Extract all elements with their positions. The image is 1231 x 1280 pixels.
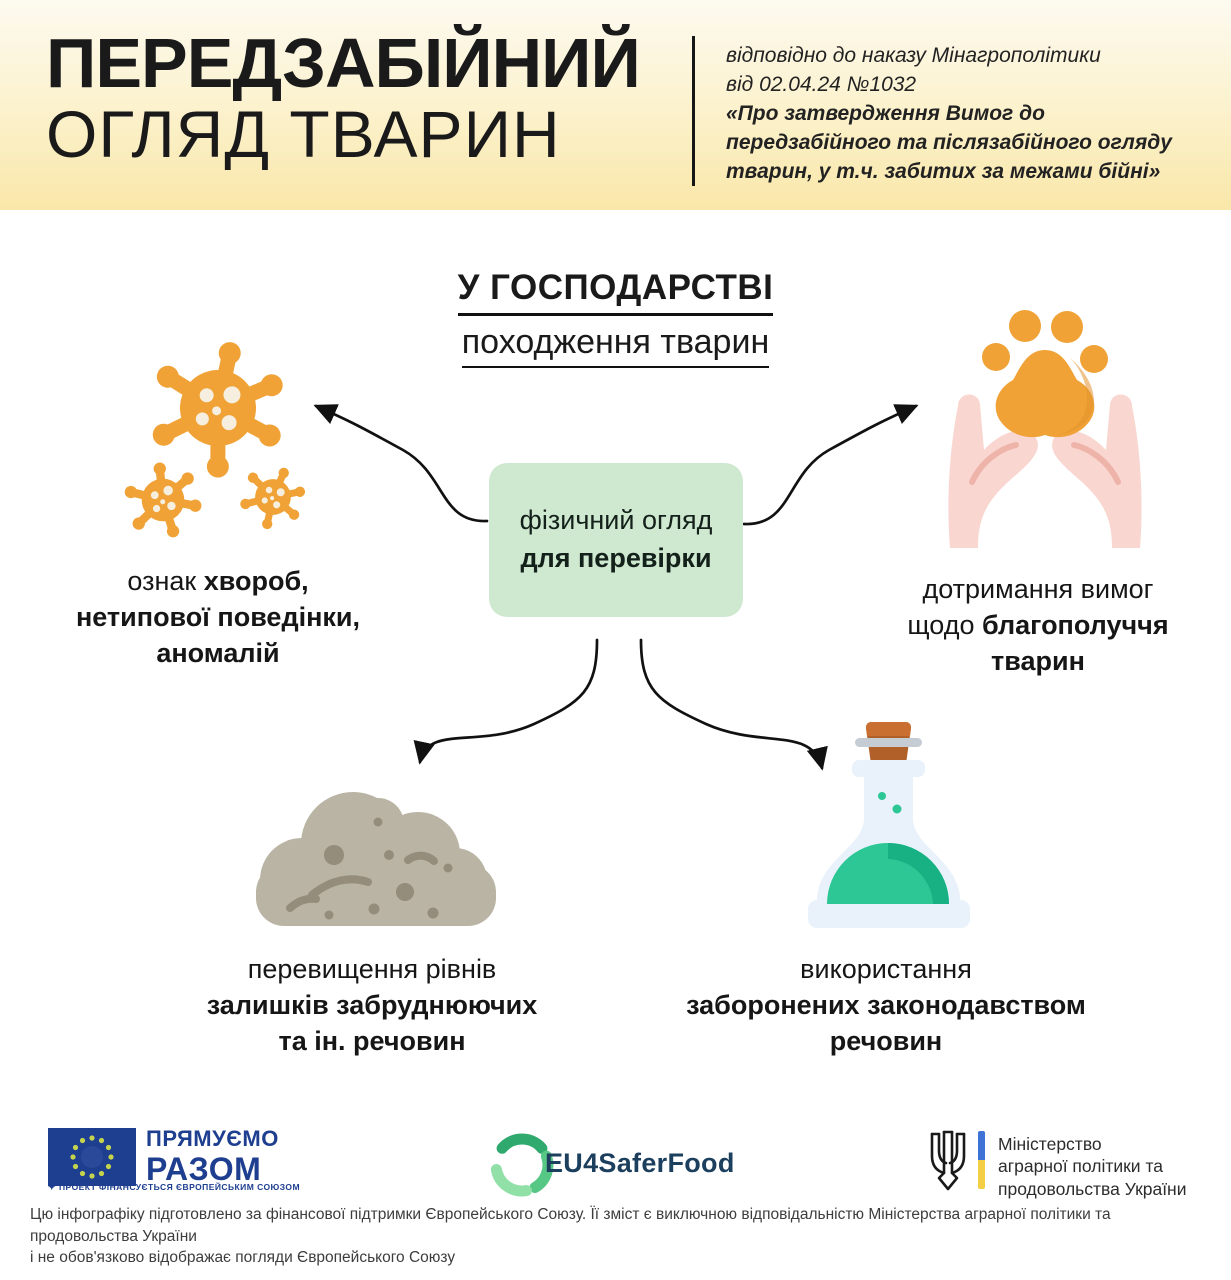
flask-icon [800, 716, 985, 934]
label-text-bold: нетипової поведінки, [75, 601, 361, 632]
ministry-line: Міністерство [998, 1134, 1102, 1154]
label-text: ознак [127, 566, 204, 596]
label-text: щодо [907, 609, 982, 640]
label-text: використання [800, 954, 972, 984]
label-text-bold: залишків забруднюючих [206, 989, 538, 1020]
label-banned-substances [660, 952, 1112, 1060]
ministry-line: аграрної політики та [998, 1156, 1163, 1177]
eu-word-2: РАЗОМ [146, 1151, 262, 1187]
order-ref-line: від 02.04.24 №1032 [726, 72, 917, 96]
arrow-bottom-left [420, 640, 597, 762]
title-line-2: ОГЛЯД ТВАРИН [46, 97, 561, 172]
label-text: перевищення рівнів [247, 954, 497, 984]
eu-funding-text: ПРОЕКТ ФІНАНСУЄТЬСЯ ЄВРОПЕЙСЬКИМ СОЮЗОМ [59, 1182, 300, 1192]
manure-pile-icon [250, 782, 500, 937]
disclaimer-line: Цю інфографіку підготовлено за фінансової підтримки Європейського Союзу. Її зміст є виключною відповідальністю Міністерства аграрної політики та продовольства України [30, 1206, 1111, 1245]
label-text-bold: та ін. речовин [278, 1025, 466, 1056]
label-text-bold: тварин [991, 645, 1085, 676]
ministry-name [998, 1133, 1187, 1200]
eu-wordmark [146, 1128, 279, 1185]
label-text-bold: заборонених законодавством [686, 989, 1086, 1020]
arrow-bottom-right [641, 640, 822, 768]
blue-yellow-bar [978, 1131, 985, 1189]
label-welfare [880, 572, 1196, 680]
title-line-1: ПЕРЕДЗАБІЙНИЙ [46, 24, 640, 102]
order-ref-quote: «Про затвердження Вимог до [726, 101, 1045, 125]
eu-word-1: ПРЯМУЄМО [146, 1126, 279, 1151]
label-text-bold: аномалій [156, 637, 280, 668]
label-text-bold: благополуччя [982, 609, 1169, 640]
eu-funding-subtext [48, 1182, 300, 1193]
order-ref-line: відповідно до наказу Мінагрополітики [726, 44, 1101, 67]
label-text-bold: речовин [829, 1025, 943, 1056]
heading-line-2: походження тварин [462, 323, 769, 368]
disclaimer-line: і не обов'язково відображає погляди Європейського Союзу [30, 1249, 456, 1267]
eu-flag-icon [48, 1128, 136, 1186]
label-diseases [62, 564, 374, 672]
trident-icon [925, 1129, 971, 1191]
cork-ring [855, 738, 922, 747]
ministry-line: продовольства України [998, 1178, 1187, 1199]
eu4saferfood-label: EU4SaferFood [545, 1148, 735, 1178]
heading-line-1: У ГОСПОДАРСТВІ [458, 268, 774, 316]
center-box-line-1: фізичний огляд [519, 505, 713, 536]
central-node-physical-inspection [489, 463, 743, 617]
order-ref-quote: передзабійного та післязабійного огляду [726, 130, 1172, 154]
label-residues [196, 952, 548, 1060]
arrow-top-right [744, 406, 916, 524]
disclaimer [30, 1204, 1205, 1269]
paw-icon [982, 310, 1108, 437]
hands-holding-paw-icon [920, 298, 1170, 548]
diamond-icon: ✦ [48, 1182, 56, 1192]
virus-icon [90, 292, 370, 552]
order-ref-quote: тварин, у т.ч. забитих за межами бійні» [726, 159, 1161, 183]
label-text: дотримання вимог [922, 574, 1154, 604]
center-box-line-2: для перевірки [520, 543, 712, 573]
label-text-bold: хвороб, [203, 566, 309, 596]
